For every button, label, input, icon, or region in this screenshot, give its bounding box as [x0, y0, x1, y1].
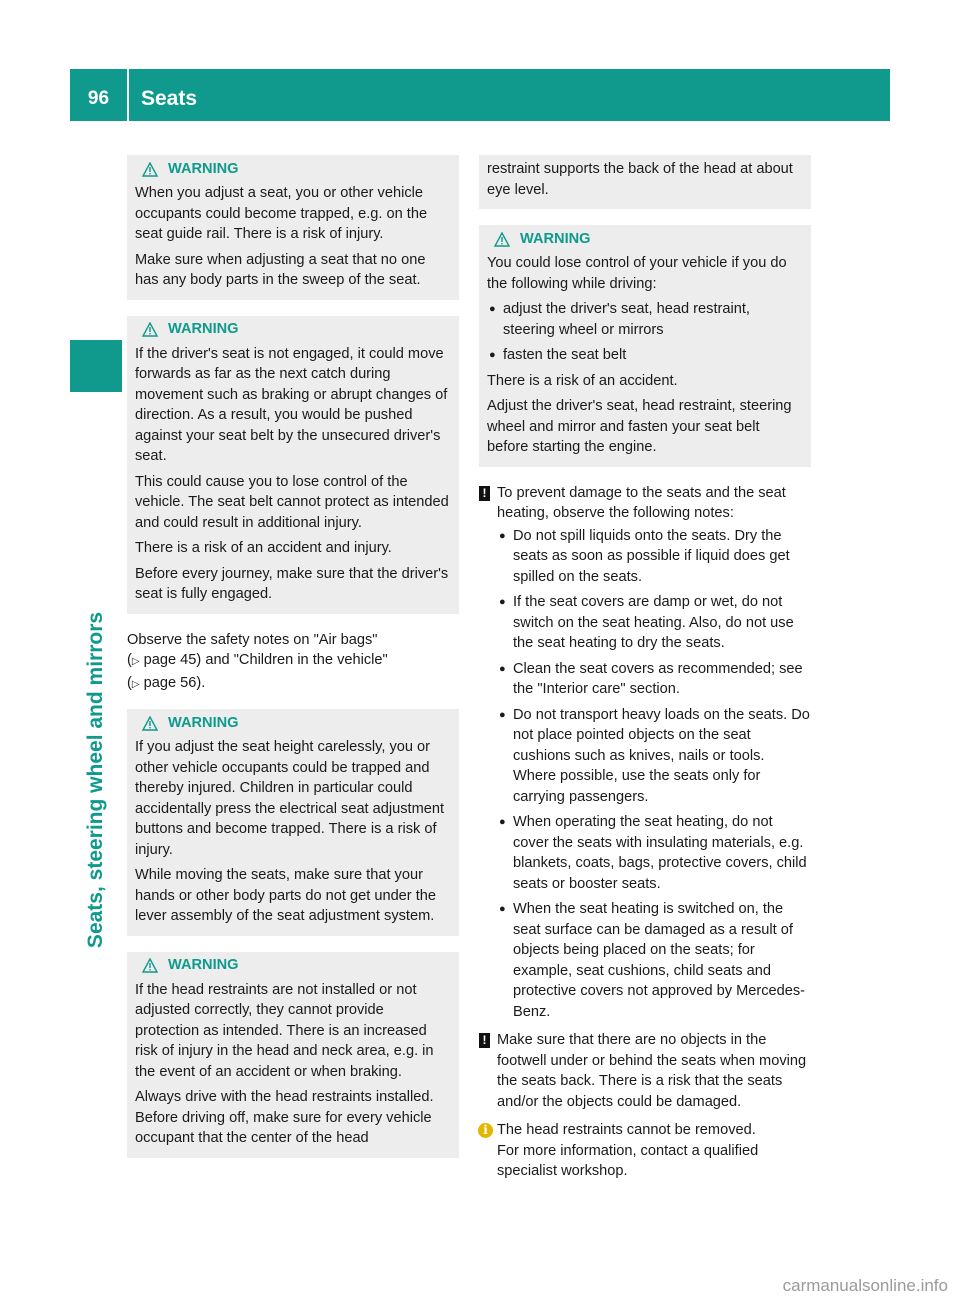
warning-header	[135, 956, 451, 976]
list-item	[497, 592, 811, 654]
list-item	[497, 812, 811, 894]
page-ref-arrow-icon: ▷	[131, 678, 140, 690]
warning-box-1	[127, 155, 459, 300]
page-title: Seats	[141, 87, 198, 110]
warning-triangle-icon	[142, 716, 158, 731]
warning-triangle-icon	[142, 958, 158, 973]
warning-text: If you adjust the seat height carelessly, you or other vehicle occupants could be trapped and thereby injured. Children in particular could accidentally press the electrical seat adjustment buttons and become trapped. There is a risk of injury.	[135, 739, 445, 858]
warning-box-4	[127, 952, 459, 1158]
warning-box-5	[479, 225, 811, 467]
warning-text: restraint supports the back of the head at about eye level.	[487, 161, 793, 198]
warning-label: WARNING	[168, 321, 239, 338]
warning-text: There is a risk of an accident.	[487, 372, 678, 389]
warning-box-2	[127, 316, 459, 614]
warning-triangle-icon	[142, 162, 158, 177]
warning-text: Always drive with the head restraints installed. Before driving off, make sure for every vehicle occupant that the center of the head	[135, 1089, 434, 1146]
warning-bullet-list	[487, 299, 803, 366]
header-divider	[127, 69, 129, 121]
bullet-icon: ●	[489, 349, 496, 361]
warning-label: WARNING	[168, 714, 239, 731]
list-item-text: When operating the seat heating, do not cover the seats with insulating materials, e.g. blankets, coats, bags, protective covers, child seats or booster seats.	[513, 814, 807, 892]
bullet-icon: ●	[499, 708, 506, 721]
warning-text: While moving the seats, make sure that your hands or other body parts do not get under the lever assembly of the seat adjustment system.	[135, 867, 437, 924]
exclamation-icon: !	[479, 486, 490, 501]
bullet-icon: ●	[489, 303, 496, 315]
warning-text: Make sure when adjusting a seat that no one has any body parts in the sweep of the seat.	[135, 251, 426, 288]
observe-note: Observe the safety notes on "Air bags" (▷ page 45) and "Children in the vehicle" (▷ page 56).	[127, 631, 388, 691]
bullet-icon: ●	[499, 816, 506, 828]
warning-text: You could lose control of your vehicle if you do the following while driving:	[487, 255, 787, 292]
warning-text: If the driver's seat is not engaged, it could move forwards as far as the next catch during movement such as braking or abrupt changes of direction. As a result, you would be pushed against your seat belt by the unsecured driver's seat.	[135, 345, 448, 464]
warning-text: Adjust the driver's seat, head restraint, steering wheel and mirror and fasten your seat belt before starting the engine.	[487, 398, 792, 455]
info-note	[479, 1120, 811, 1182]
warning-triangle-icon	[142, 322, 158, 337]
note-text: For more information, contact a qualified specialist workshop.	[497, 1142, 759, 1179]
warning-label: WARNING	[168, 160, 239, 177]
warning-header	[487, 229, 803, 249]
bullet-icon: ●	[499, 662, 506, 675]
warning-header	[135, 320, 451, 340]
exclamation-icon: !	[479, 1033, 490, 1048]
warning-header	[135, 713, 451, 733]
observe-text: Observe the safety notes on "Air bags"	[127, 631, 378, 648]
warning-label: WARNING	[168, 957, 239, 974]
warning-text: If the head restraints are not installed or not adjusted correctly, they cannot provide protection as intended. There is an increased risk of injury in the head and neck area, e.g. in the event of an accident or when braking.	[135, 981, 434, 1080]
note-text: Make sure that there are no objects in the footwell under or behind the seats when moving the seats back. There is a risk that the seats and/or the objects could be damaged.	[497, 1032, 807, 1110]
list-item	[497, 526, 811, 588]
warning-label: WARNING	[520, 230, 591, 247]
page-ref-link[interactable]: page 56	[143, 674, 197, 691]
observe-text: and "Children in the vehicle"	[205, 652, 388, 668]
chapter-title: Seats, steering wheel and mirrors	[84, 611, 107, 949]
damage-note-footwell	[479, 1030, 811, 1112]
damage-note-seats	[479, 483, 811, 1023]
warning-box-continued	[479, 155, 811, 209]
warning-text: This could cause you to lose control of the vehicle. The seat belt cannot protect as intended and could result in additional injury.	[135, 473, 449, 531]
list-item-text: adjust the driver's seat, head restraint, steering wheel or mirrors	[503, 301, 750, 338]
bullet-icon: ●	[499, 903, 506, 915]
list-item-text: When the seat heating is switched on, the seat surface can be damaged as a result of objects being placed on the seats; for example, seat cushions, child seats and protective covers not approved by Mercedes-Benz.	[513, 901, 806, 1020]
list-item	[497, 899, 811, 1022]
warning-text: Before every journey, make sure that the driver's seat is fully engaged.	[135, 565, 449, 602]
list-item	[497, 659, 811, 700]
warning-text: There is a risk of an accident and injury.	[135, 540, 392, 556]
watermark: carmanualsonline.info	[782, 1276, 948, 1295]
left-column	[127, 155, 459, 1174]
list-item-text: Clean the seat covers as recommended; see the "Interior care" section.	[513, 660, 803, 697]
list-item-text: fasten the seat belt	[503, 347, 627, 363]
list-item	[497, 705, 811, 808]
warning-header	[135, 159, 451, 179]
info-icon: i	[478, 1123, 493, 1138]
page-ref-link[interactable]: page 45	[143, 652, 197, 668]
chapter-tab-block	[70, 340, 122, 392]
list-item	[487, 345, 803, 366]
bullet-icon: ●	[499, 529, 506, 542]
list-item	[487, 299, 803, 340]
warning-box-3	[127, 709, 459, 936]
page-number: 96	[87, 88, 110, 109]
list-item-text: Do not spill liquids onto the seats. Dry the seats as soon as possible if liquid does get spilled on the seats.	[513, 527, 790, 585]
warning-triangle-icon	[494, 232, 510, 247]
list-item-text: If the seat covers are damp or wet, do not switch on the seat heating. Also, do not use the seat heating to dry the seats.	[513, 594, 794, 651]
note-text: To prevent damage to the seats and the seat heating, observe the following notes:	[497, 484, 786, 521]
list-item-text: Do not transport heavy loads on the seats. Do not place pointed objects on the seat cushions such as knives, nails or tools. Where possible, use the seats only for carrying passengers.	[513, 706, 810, 805]
warning-text: When you adjust a seat, you or other vehicle occupants could become trapped, e.g. on the seat guide rail. There is a risk of injury.	[135, 185, 428, 242]
page-ref-arrow-icon: ▷	[131, 656, 140, 667]
note-bullet-list	[497, 526, 811, 1023]
right-column	[479, 155, 811, 1190]
bullet-icon: ●	[499, 596, 506, 608]
note-text: The head restraints cannot be removed.	[497, 1122, 756, 1138]
